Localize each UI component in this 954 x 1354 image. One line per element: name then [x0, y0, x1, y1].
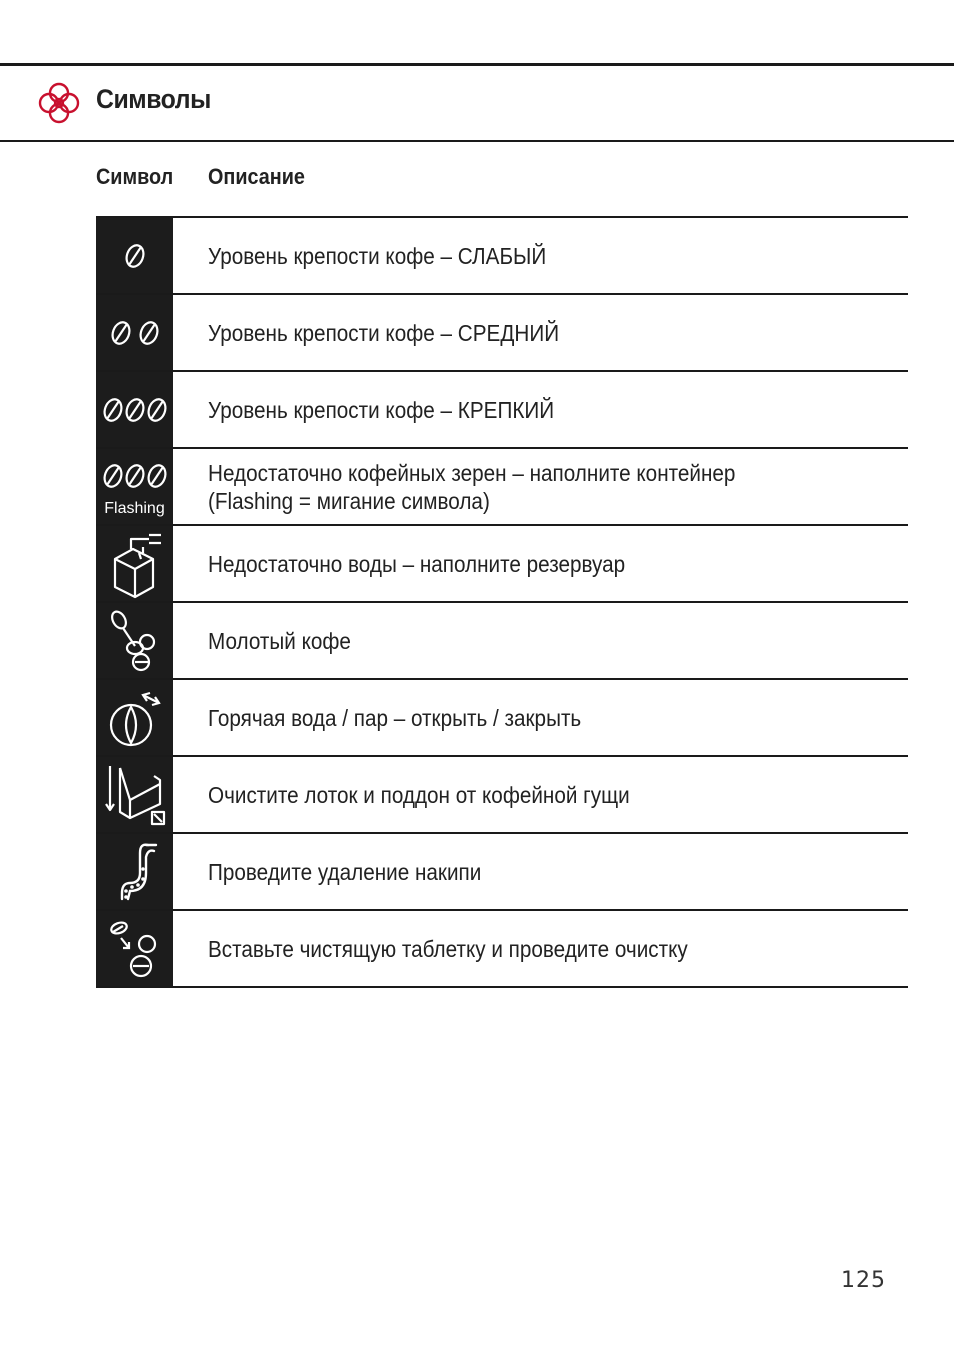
- symbol-cell: [96, 218, 173, 293]
- description-line: Уровень крепости кофе – КРЕПКИЙ: [208, 396, 555, 423]
- description-line: Уровень крепости кофе – СЛАБЫЙ: [208, 242, 547, 269]
- description-cell: [173, 680, 908, 755]
- table-row: [96, 678, 908, 755]
- description-cell: [173, 757, 908, 832]
- section-title: Символы: [96, 84, 211, 114]
- symbol-cell: [96, 680, 173, 755]
- description-line: (Flashing = мигание символа): [208, 487, 490, 514]
- description-cell: [173, 295, 908, 370]
- description-cell: [173, 603, 908, 678]
- grounds-tray-empty-icon: [102, 760, 168, 830]
- description-line: Молотый кофе: [208, 627, 351, 654]
- symbol-cell: [96, 526, 173, 601]
- table-row: [96, 909, 908, 988]
- symbol-cell: [96, 834, 173, 909]
- column-header-description: Описание: [208, 164, 305, 189]
- table-row: [96, 447, 908, 524]
- description-line: Уровень крепости кофе – СРЕДНИЙ: [208, 319, 560, 346]
- table-row: [96, 216, 908, 293]
- description-cell: [173, 834, 908, 909]
- column-header-symbol: Символ: [96, 164, 174, 189]
- description-line: Вставьте чистящую таблетку и проведите очистку: [208, 935, 688, 962]
- description-line: Недостаточно воды – наполните резервуар: [208, 550, 626, 577]
- description-cell: [173, 526, 908, 601]
- symbol-cell: [96, 372, 173, 447]
- description-line: Недостаточно кофейных зерен – наполните контейнер: [208, 459, 736, 486]
- table-row: [96, 293, 908, 370]
- symbol-cell: [96, 757, 173, 832]
- water-tank-refill-icon: [105, 529, 165, 599]
- bean-strength-weak-icon: [122, 241, 148, 271]
- bean-empty-flashing-icon: [101, 461, 169, 491]
- cleaning-tablet-icon: [105, 916, 165, 982]
- hot-water-steam-knob-icon: [103, 685, 167, 751]
- bean-strength-strong-icon: [101, 395, 169, 425]
- description-cell: [173, 218, 908, 293]
- top-rule: [0, 63, 954, 66]
- ground-coffee-icon: [105, 608, 165, 674]
- page-number: 125: [841, 1268, 886, 1293]
- descale-icon: [110, 839, 160, 905]
- header-rule: [0, 140, 954, 142]
- description-line: Горячая вода / пар – открыть / закрыть: [208, 704, 582, 731]
- description-cell: [173, 911, 908, 986]
- flashing-label: Flashing: [104, 500, 165, 517]
- symbols-table: [96, 216, 908, 988]
- table-row: [96, 524, 908, 601]
- tips-flower-icon: [36, 80, 82, 126]
- description-cell: [173, 372, 908, 447]
- symbol-cell: [96, 911, 173, 986]
- symbol-cell: [96, 603, 173, 678]
- table-row: [96, 370, 908, 447]
- description-line: Очистите лоток и поддон от кофейной гущи: [208, 781, 630, 808]
- symbol-cell: [96, 295, 173, 370]
- table-row: [96, 601, 908, 678]
- description-cell: [173, 449, 908, 524]
- description-line: Проведите удаление накипи: [208, 858, 482, 885]
- table-row: [96, 832, 908, 909]
- symbol-cell: [96, 449, 173, 524]
- table-row: [96, 755, 908, 832]
- bean-strength-medium-icon: [107, 318, 163, 348]
